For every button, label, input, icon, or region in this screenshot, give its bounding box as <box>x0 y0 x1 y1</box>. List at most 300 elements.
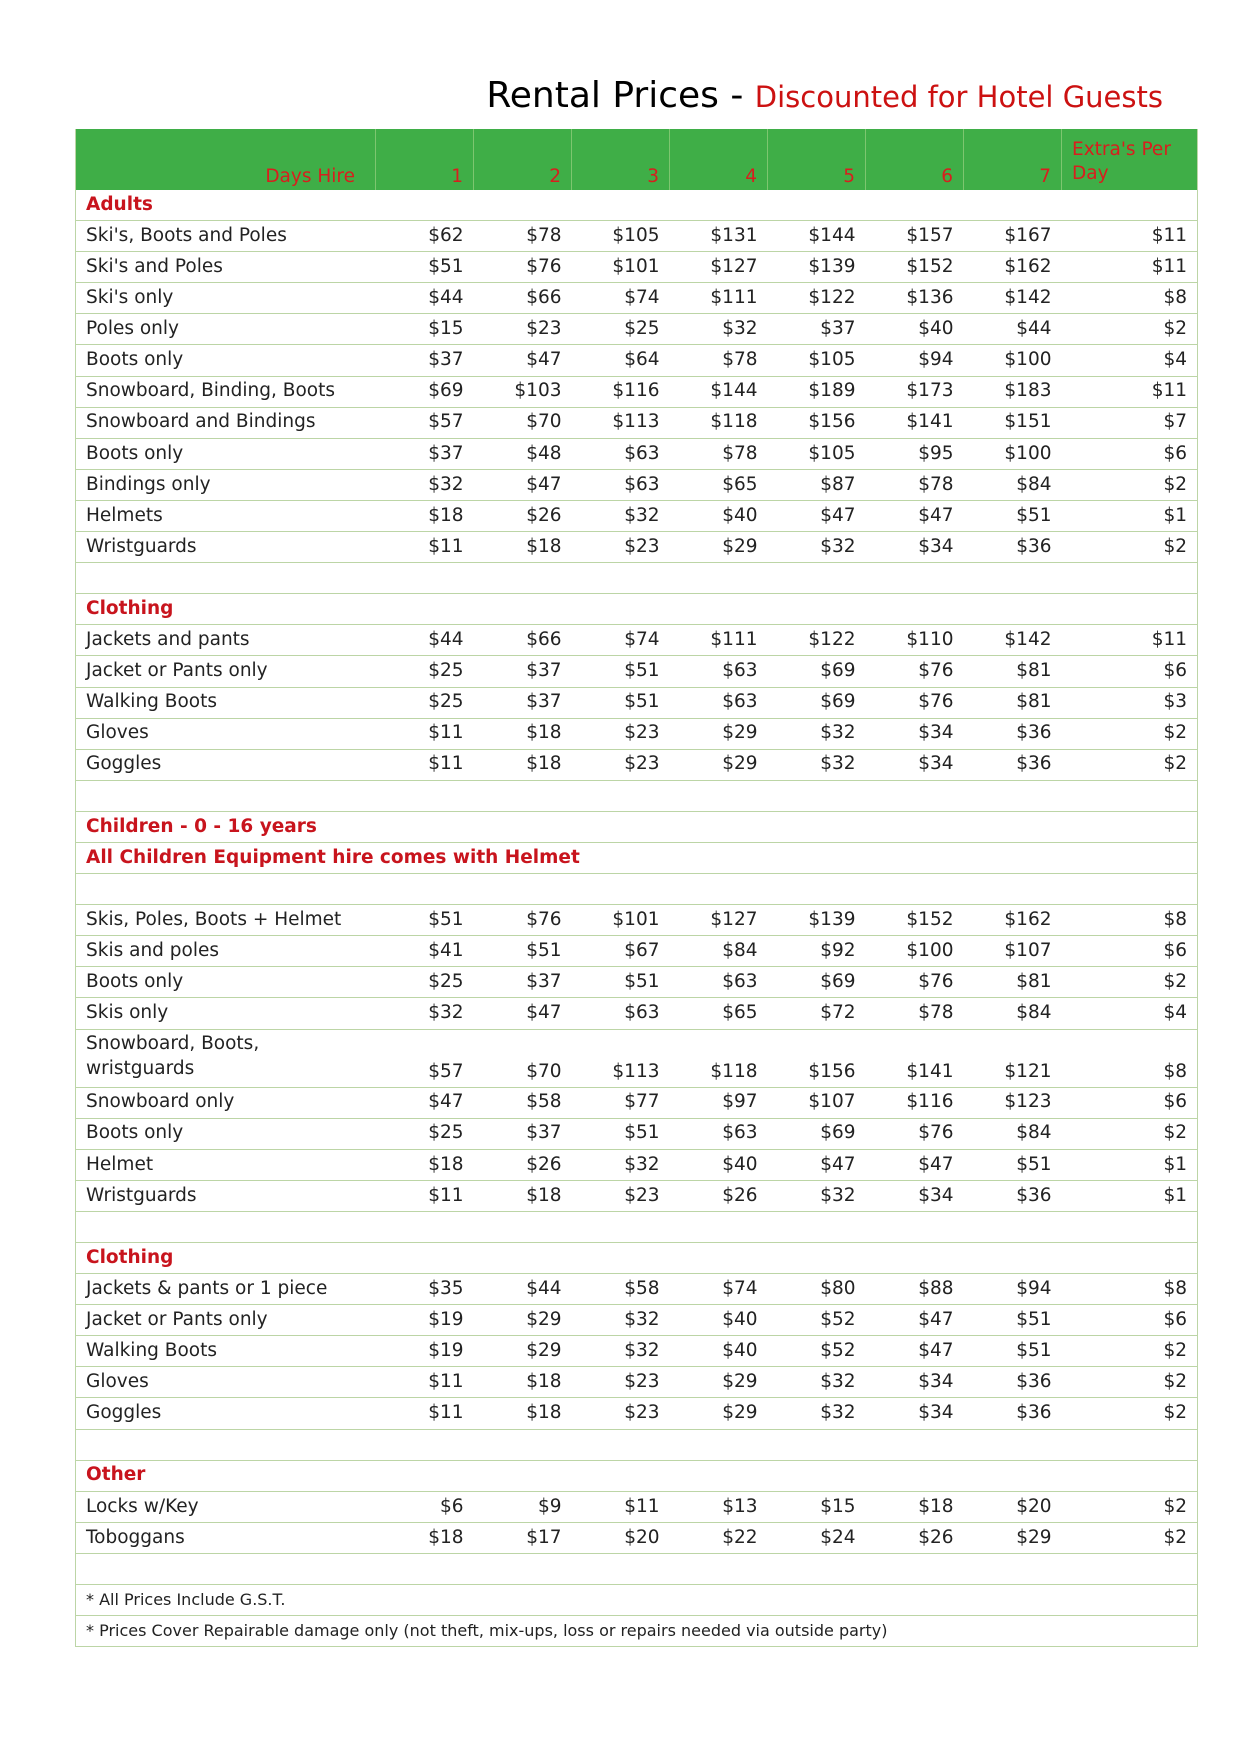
price-cell: $11 <box>376 749 474 780</box>
item-label: Boots only <box>76 967 376 998</box>
price-cell: $76 <box>474 905 572 936</box>
price-cell: $40 <box>866 314 964 345</box>
price-cell: $118 <box>670 1029 768 1087</box>
price-cell: $80 <box>768 1274 866 1305</box>
price-cell: $9 <box>474 1491 572 1522</box>
price-cell: $69 <box>768 656 866 687</box>
price-cell: $78 <box>866 998 964 1029</box>
price-cell: $69 <box>376 376 474 407</box>
price-row <box>76 221 1198 252</box>
price-cell: $84 <box>964 469 1062 500</box>
price-row <box>76 625 1198 656</box>
price-cell: $58 <box>474 1087 572 1118</box>
price-cell: $78 <box>670 438 768 469</box>
price-cell: $51 <box>572 656 670 687</box>
price-row <box>76 1180 1198 1211</box>
blank-cell <box>76 1211 1198 1242</box>
price-cell: $111 <box>670 283 768 314</box>
section-header-row <box>76 190 1198 221</box>
price-cell: $78 <box>474 221 572 252</box>
extra-per-day-cell: $11 <box>1062 376 1198 407</box>
price-row <box>76 936 1198 967</box>
extra-per-day-cell: $1 <box>1062 1149 1198 1180</box>
price-cell: $29 <box>474 1336 572 1367</box>
price-cell: $51 <box>572 967 670 998</box>
price-cell: $51 <box>376 252 474 283</box>
price-cell: $63 <box>670 1118 768 1149</box>
price-row <box>76 438 1198 469</box>
price-cell: $111 <box>670 625 768 656</box>
price-row <box>76 749 1198 780</box>
price-cell: $100 <box>866 936 964 967</box>
price-cell: $76 <box>866 656 964 687</box>
section-label: Adults <box>76 190 1198 221</box>
price-cell: $100 <box>964 345 1062 376</box>
price-cell: $100 <box>964 438 1062 469</box>
blank-row <box>76 1553 1198 1584</box>
day-header: 5 <box>768 129 866 190</box>
extra-per-day-cell: $2 <box>1062 749 1198 780</box>
price-cell: $23 <box>572 718 670 749</box>
price-cell: $76 <box>866 967 964 998</box>
price-cell: $76 <box>866 1118 964 1149</box>
price-cell: $32 <box>376 469 474 500</box>
price-row <box>76 1029 1198 1087</box>
extra-per-day-cell: $2 <box>1062 1398 1198 1429</box>
blank-row <box>76 1429 1198 1460</box>
price-cell: $65 <box>670 998 768 1029</box>
price-row <box>76 1118 1198 1149</box>
price-cell: $48 <box>474 438 572 469</box>
extra-per-day-cell: $8 <box>1062 905 1198 936</box>
item-label: Walking Boots <box>76 687 376 718</box>
section-header-row <box>76 1243 1198 1274</box>
price-cell: $40 <box>670 1305 768 1336</box>
price-cell: $29 <box>474 1305 572 1336</box>
price-cell: $25 <box>376 967 474 998</box>
price-cell: $36 <box>964 1367 1062 1398</box>
price-cell: $76 <box>474 252 572 283</box>
price-cell: $11 <box>376 718 474 749</box>
price-cell: $15 <box>768 1491 866 1522</box>
price-cell: $116 <box>866 1087 964 1118</box>
price-cell: $69 <box>768 967 866 998</box>
price-cell: $64 <box>572 345 670 376</box>
price-cell: $113 <box>572 1029 670 1087</box>
price-cell: $37 <box>768 314 866 345</box>
item-label: Walking Boots <box>76 1336 376 1367</box>
price-cell: $74 <box>572 283 670 314</box>
price-cell: $32 <box>572 500 670 531</box>
price-cell: $47 <box>866 1336 964 1367</box>
item-label: Bindings only <box>76 469 376 500</box>
title-main: Rental Prices - <box>486 75 755 116</box>
extra-per-day-cell: $6 <box>1062 1305 1198 1336</box>
price-cell: $74 <box>670 1274 768 1305</box>
price-cell: $78 <box>670 345 768 376</box>
price-cell: $29 <box>670 718 768 749</box>
item-label: Jackets & pants or 1 piece <box>76 1274 376 1305</box>
price-row <box>76 1522 1198 1553</box>
extra-per-day-cell: $2 <box>1062 469 1198 500</box>
price-cell: $25 <box>376 687 474 718</box>
extra-per-day-cell: $2 <box>1062 1522 1198 1553</box>
price-cell: $25 <box>376 656 474 687</box>
price-cell: $34 <box>866 1398 964 1429</box>
item-label: Snowboard only <box>76 1087 376 1118</box>
price-row <box>76 905 1198 936</box>
price-row <box>76 532 1198 563</box>
price-cell: $173 <box>866 376 964 407</box>
price-cell: $76 <box>866 687 964 718</box>
price-cell: $107 <box>768 1087 866 1118</box>
price-cell: $51 <box>376 905 474 936</box>
price-cell: $23 <box>474 314 572 345</box>
price-cell: $69 <box>768 687 866 718</box>
item-label: Skis only <box>76 998 376 1029</box>
extra-per-day-cell: $11 <box>1062 221 1198 252</box>
price-cell: $63 <box>670 687 768 718</box>
price-cell: $66 <box>474 283 572 314</box>
price-row <box>76 656 1198 687</box>
blank-cell <box>76 1553 1198 1584</box>
price-row <box>76 1336 1198 1367</box>
price-cell: $94 <box>866 345 964 376</box>
price-cell: $156 <box>768 1029 866 1087</box>
price-cell: $18 <box>474 1398 572 1429</box>
extra-per-day-cell: $2 <box>1062 1491 1198 1522</box>
price-cell: $51 <box>474 936 572 967</box>
item-label: Helmet <box>76 1149 376 1180</box>
price-row <box>76 376 1198 407</box>
footnote-text: * Prices Cover Repairable damage only (not theft, mix-ups, loss or repairs needed via outside party) <box>76 1616 1198 1647</box>
price-cell: $51 <box>964 1305 1062 1336</box>
price-cell: $20 <box>964 1491 1062 1522</box>
price-cell: $47 <box>866 1149 964 1180</box>
blank-row <box>76 1211 1198 1242</box>
price-cell: $189 <box>768 376 866 407</box>
extra-per-day-cell: $6 <box>1062 438 1198 469</box>
price-cell: $81 <box>964 687 1062 718</box>
price-cell: $34 <box>866 749 964 780</box>
price-cell: $19 <box>376 1336 474 1367</box>
price-cell: $32 <box>768 718 866 749</box>
price-cell: $40 <box>670 1149 768 1180</box>
blank-cell <box>76 1429 1198 1460</box>
extra-per-day-cell: $6 <box>1062 656 1198 687</box>
price-cell: $26 <box>474 1149 572 1180</box>
price-cell: $47 <box>866 500 964 531</box>
blank-cell <box>76 563 1198 594</box>
price-cell: $63 <box>572 438 670 469</box>
price-cell: $63 <box>572 469 670 500</box>
item-label: Snowboard and Bindings <box>76 407 376 438</box>
extra-per-day-cell: $4 <box>1062 345 1198 376</box>
price-row <box>76 1491 1198 1522</box>
day-header: 1 <box>376 129 474 190</box>
price-cell: $139 <box>768 905 866 936</box>
price-cell: $40 <box>670 500 768 531</box>
price-row <box>76 314 1198 345</box>
price-cell: $34 <box>866 532 964 563</box>
price-cell: $156 <box>768 407 866 438</box>
price-row <box>76 967 1198 998</box>
extra-per-day-cell: $2 <box>1062 1336 1198 1367</box>
price-cell: $97 <box>670 1087 768 1118</box>
price-cell: $36 <box>964 1398 1062 1429</box>
price-cell: $84 <box>670 936 768 967</box>
price-cell: $72 <box>768 998 866 1029</box>
price-cell: $122 <box>768 625 866 656</box>
rental-price-table <box>75 129 1198 1647</box>
section-label: Other <box>76 1460 1198 1491</box>
price-cell: $37 <box>474 967 572 998</box>
item-label: Locks w/Key <box>76 1491 376 1522</box>
price-row <box>76 718 1198 749</box>
price-cell: $63 <box>670 967 768 998</box>
item-label: Boots only <box>76 345 376 376</box>
price-cell: $88 <box>866 1274 964 1305</box>
price-cell: $157 <box>866 221 964 252</box>
price-cell: $77 <box>572 1087 670 1118</box>
extra-per-day-cell: $3 <box>1062 687 1198 718</box>
item-label: Jacket or Pants only <box>76 1305 376 1336</box>
item-label: Skis and poles <box>76 936 376 967</box>
price-cell: $15 <box>376 314 474 345</box>
price-cell: $13 <box>670 1491 768 1522</box>
blank-row <box>76 780 1198 811</box>
price-row <box>76 407 1198 438</box>
price-cell: $36 <box>964 718 1062 749</box>
price-cell: $51 <box>964 1336 1062 1367</box>
price-cell: $47 <box>376 1087 474 1118</box>
extra-per-day-cell: $2 <box>1062 967 1198 998</box>
price-cell: $141 <box>866 407 964 438</box>
section-label: Children - 0 - 16 years <box>76 811 1198 842</box>
price-cell: $162 <box>964 252 1062 283</box>
price-cell: $44 <box>376 283 474 314</box>
price-cell: $18 <box>376 1522 474 1553</box>
price-cell: $131 <box>670 221 768 252</box>
price-cell: $122 <box>768 283 866 314</box>
price-cell: $23 <box>572 1398 670 1429</box>
price-cell: $20 <box>572 1522 670 1553</box>
price-cell: $18 <box>376 500 474 531</box>
section-header-row <box>76 842 1198 873</box>
price-cell: $95 <box>866 438 964 469</box>
price-cell: $107 <box>964 936 1062 967</box>
price-row <box>76 345 1198 376</box>
blank-cell <box>76 780 1198 811</box>
blank-cell <box>76 874 1198 905</box>
item-label: Poles only <box>76 314 376 345</box>
price-row <box>76 1367 1198 1398</box>
section-header-row <box>76 811 1198 842</box>
price-cell: $142 <box>964 283 1062 314</box>
extra-per-day-cell: $1 <box>1062 500 1198 531</box>
price-cell: $57 <box>376 407 474 438</box>
section-header-row <box>76 594 1198 625</box>
price-cell: $44 <box>474 1274 572 1305</box>
price-cell: $70 <box>474 1029 572 1087</box>
price-cell: $52 <box>768 1305 866 1336</box>
price-cell: $32 <box>768 1180 866 1211</box>
day-header: 2 <box>474 129 572 190</box>
price-cell: $32 <box>670 314 768 345</box>
price-cell: $35 <box>376 1274 474 1305</box>
price-cell: $144 <box>768 221 866 252</box>
price-cell: $18 <box>474 718 572 749</box>
price-cell: $32 <box>768 1398 866 1429</box>
price-cell: $81 <box>964 656 1062 687</box>
price-cell: $78 <box>866 469 964 500</box>
extra-per-day-cell: $7 <box>1062 407 1198 438</box>
price-cell: $36 <box>964 1180 1062 1211</box>
footnote-row <box>76 1616 1198 1647</box>
price-cell: $94 <box>964 1274 1062 1305</box>
extra-per-day-header: Extra's Per Day <box>1062 129 1198 190</box>
day-header: 4 <box>670 129 768 190</box>
item-label: Wristguards <box>76 532 376 563</box>
price-cell: $62 <box>376 221 474 252</box>
price-cell: $66 <box>474 625 572 656</box>
price-cell: $18 <box>474 749 572 780</box>
price-cell: $47 <box>474 998 572 1029</box>
price-cell: $26 <box>670 1180 768 1211</box>
price-cell: $40 <box>670 1336 768 1367</box>
extra-per-day-cell: $1 <box>1062 1180 1198 1211</box>
price-cell: $32 <box>768 1367 866 1398</box>
price-row <box>76 1274 1198 1305</box>
extra-per-day-cell: $6 <box>1062 936 1198 967</box>
price-cell: $141 <box>866 1029 964 1087</box>
price-cell: $17 <box>474 1522 572 1553</box>
price-row <box>76 500 1198 531</box>
price-cell: $24 <box>768 1522 866 1553</box>
price-cell: $18 <box>474 1367 572 1398</box>
price-cell: $47 <box>768 500 866 531</box>
price-cell: $152 <box>866 252 964 283</box>
price-cell: $101 <box>572 905 670 936</box>
price-cell: $11 <box>376 1180 474 1211</box>
price-cell: $32 <box>376 998 474 1029</box>
extra-per-day-cell: $6 <box>1062 1087 1198 1118</box>
price-cell: $37 <box>474 656 572 687</box>
price-cell: $92 <box>768 936 866 967</box>
price-row <box>76 1305 1198 1336</box>
price-cell: $11 <box>376 1398 474 1429</box>
price-cell: $51 <box>964 500 1062 531</box>
day-header: 6 <box>866 129 964 190</box>
price-cell: $32 <box>572 1305 670 1336</box>
price-cell: $11 <box>376 1367 474 1398</box>
item-label: Jackets and pants <box>76 625 376 656</box>
blank-row <box>76 874 1198 905</box>
price-cell: $32 <box>572 1149 670 1180</box>
price-cell: $123 <box>964 1087 1062 1118</box>
price-cell: $84 <box>964 998 1062 1029</box>
item-label: Ski's and Poles <box>76 252 376 283</box>
price-row <box>76 1149 1198 1180</box>
price-cell: $11 <box>572 1491 670 1522</box>
price-cell: $70 <box>474 407 572 438</box>
price-cell: $44 <box>964 314 1062 345</box>
price-cell: $18 <box>474 532 572 563</box>
item-label: Snowboard, Boots, wristguards <box>76 1029 376 1087</box>
price-cell: $118 <box>670 407 768 438</box>
price-cell: $29 <box>670 1398 768 1429</box>
extra-per-day-cell: $4 <box>1062 998 1198 1029</box>
item-label: Helmets <box>76 500 376 531</box>
price-cell: $6 <box>376 1491 474 1522</box>
price-cell: $103 <box>474 376 572 407</box>
price-cell: $25 <box>572 314 670 345</box>
extra-per-day-cell: $2 <box>1062 718 1198 749</box>
price-row <box>76 998 1198 1029</box>
price-cell: $136 <box>866 283 964 314</box>
price-cell: $34 <box>866 718 964 749</box>
price-cell: $18 <box>866 1491 964 1522</box>
price-cell: $58 <box>572 1274 670 1305</box>
days-hire-header: Days Hire <box>76 129 376 190</box>
price-cell: $101 <box>572 252 670 283</box>
price-cell: $110 <box>866 625 964 656</box>
price-cell: $74 <box>572 625 670 656</box>
item-label: Goggles <box>76 1398 376 1429</box>
price-cell: $81 <box>964 967 1062 998</box>
price-cell: $127 <box>670 252 768 283</box>
day-header: 3 <box>572 129 670 190</box>
price-cell: $29 <box>964 1522 1062 1553</box>
extra-per-day-cell: $8 <box>1062 1274 1198 1305</box>
item-label: Jacket or Pants only <box>76 656 376 687</box>
price-cell: $144 <box>670 376 768 407</box>
extra-per-day-cell: $2 <box>1062 532 1198 563</box>
extra-per-day-cell: $8 <box>1062 1029 1198 1087</box>
price-cell: $127 <box>670 905 768 936</box>
price-row <box>76 469 1198 500</box>
price-cell: $37 <box>376 438 474 469</box>
price-cell: $105 <box>768 438 866 469</box>
price-row <box>76 252 1198 283</box>
table-header-row <box>76 129 1198 190</box>
section-label: Clothing <box>76 1243 1198 1274</box>
price-cell: $26 <box>474 500 572 531</box>
page-title <box>486 75 1163 116</box>
extra-per-day-cell: $2 <box>1062 1367 1198 1398</box>
price-cell: $29 <box>670 532 768 563</box>
price-cell: $47 <box>474 469 572 500</box>
item-label: Skis, Poles, Boots + Helmet <box>76 905 376 936</box>
price-cell: $113 <box>572 407 670 438</box>
price-cell: $47 <box>474 345 572 376</box>
table-body <box>76 190 1198 1647</box>
price-cell: $25 <box>376 1118 474 1149</box>
price-row <box>76 1087 1198 1118</box>
item-label: Wristguards <box>76 1180 376 1211</box>
footnote-row <box>76 1585 1198 1616</box>
price-cell: $23 <box>572 749 670 780</box>
price-cell: $34 <box>866 1367 964 1398</box>
price-cell: $37 <box>474 687 572 718</box>
price-cell: $142 <box>964 625 1062 656</box>
item-label: Gloves <box>76 1367 376 1398</box>
price-cell: $105 <box>572 221 670 252</box>
price-cell: $11 <box>376 532 474 563</box>
item-label: Toboggans <box>76 1522 376 1553</box>
price-row <box>76 687 1198 718</box>
price-row <box>76 283 1198 314</box>
